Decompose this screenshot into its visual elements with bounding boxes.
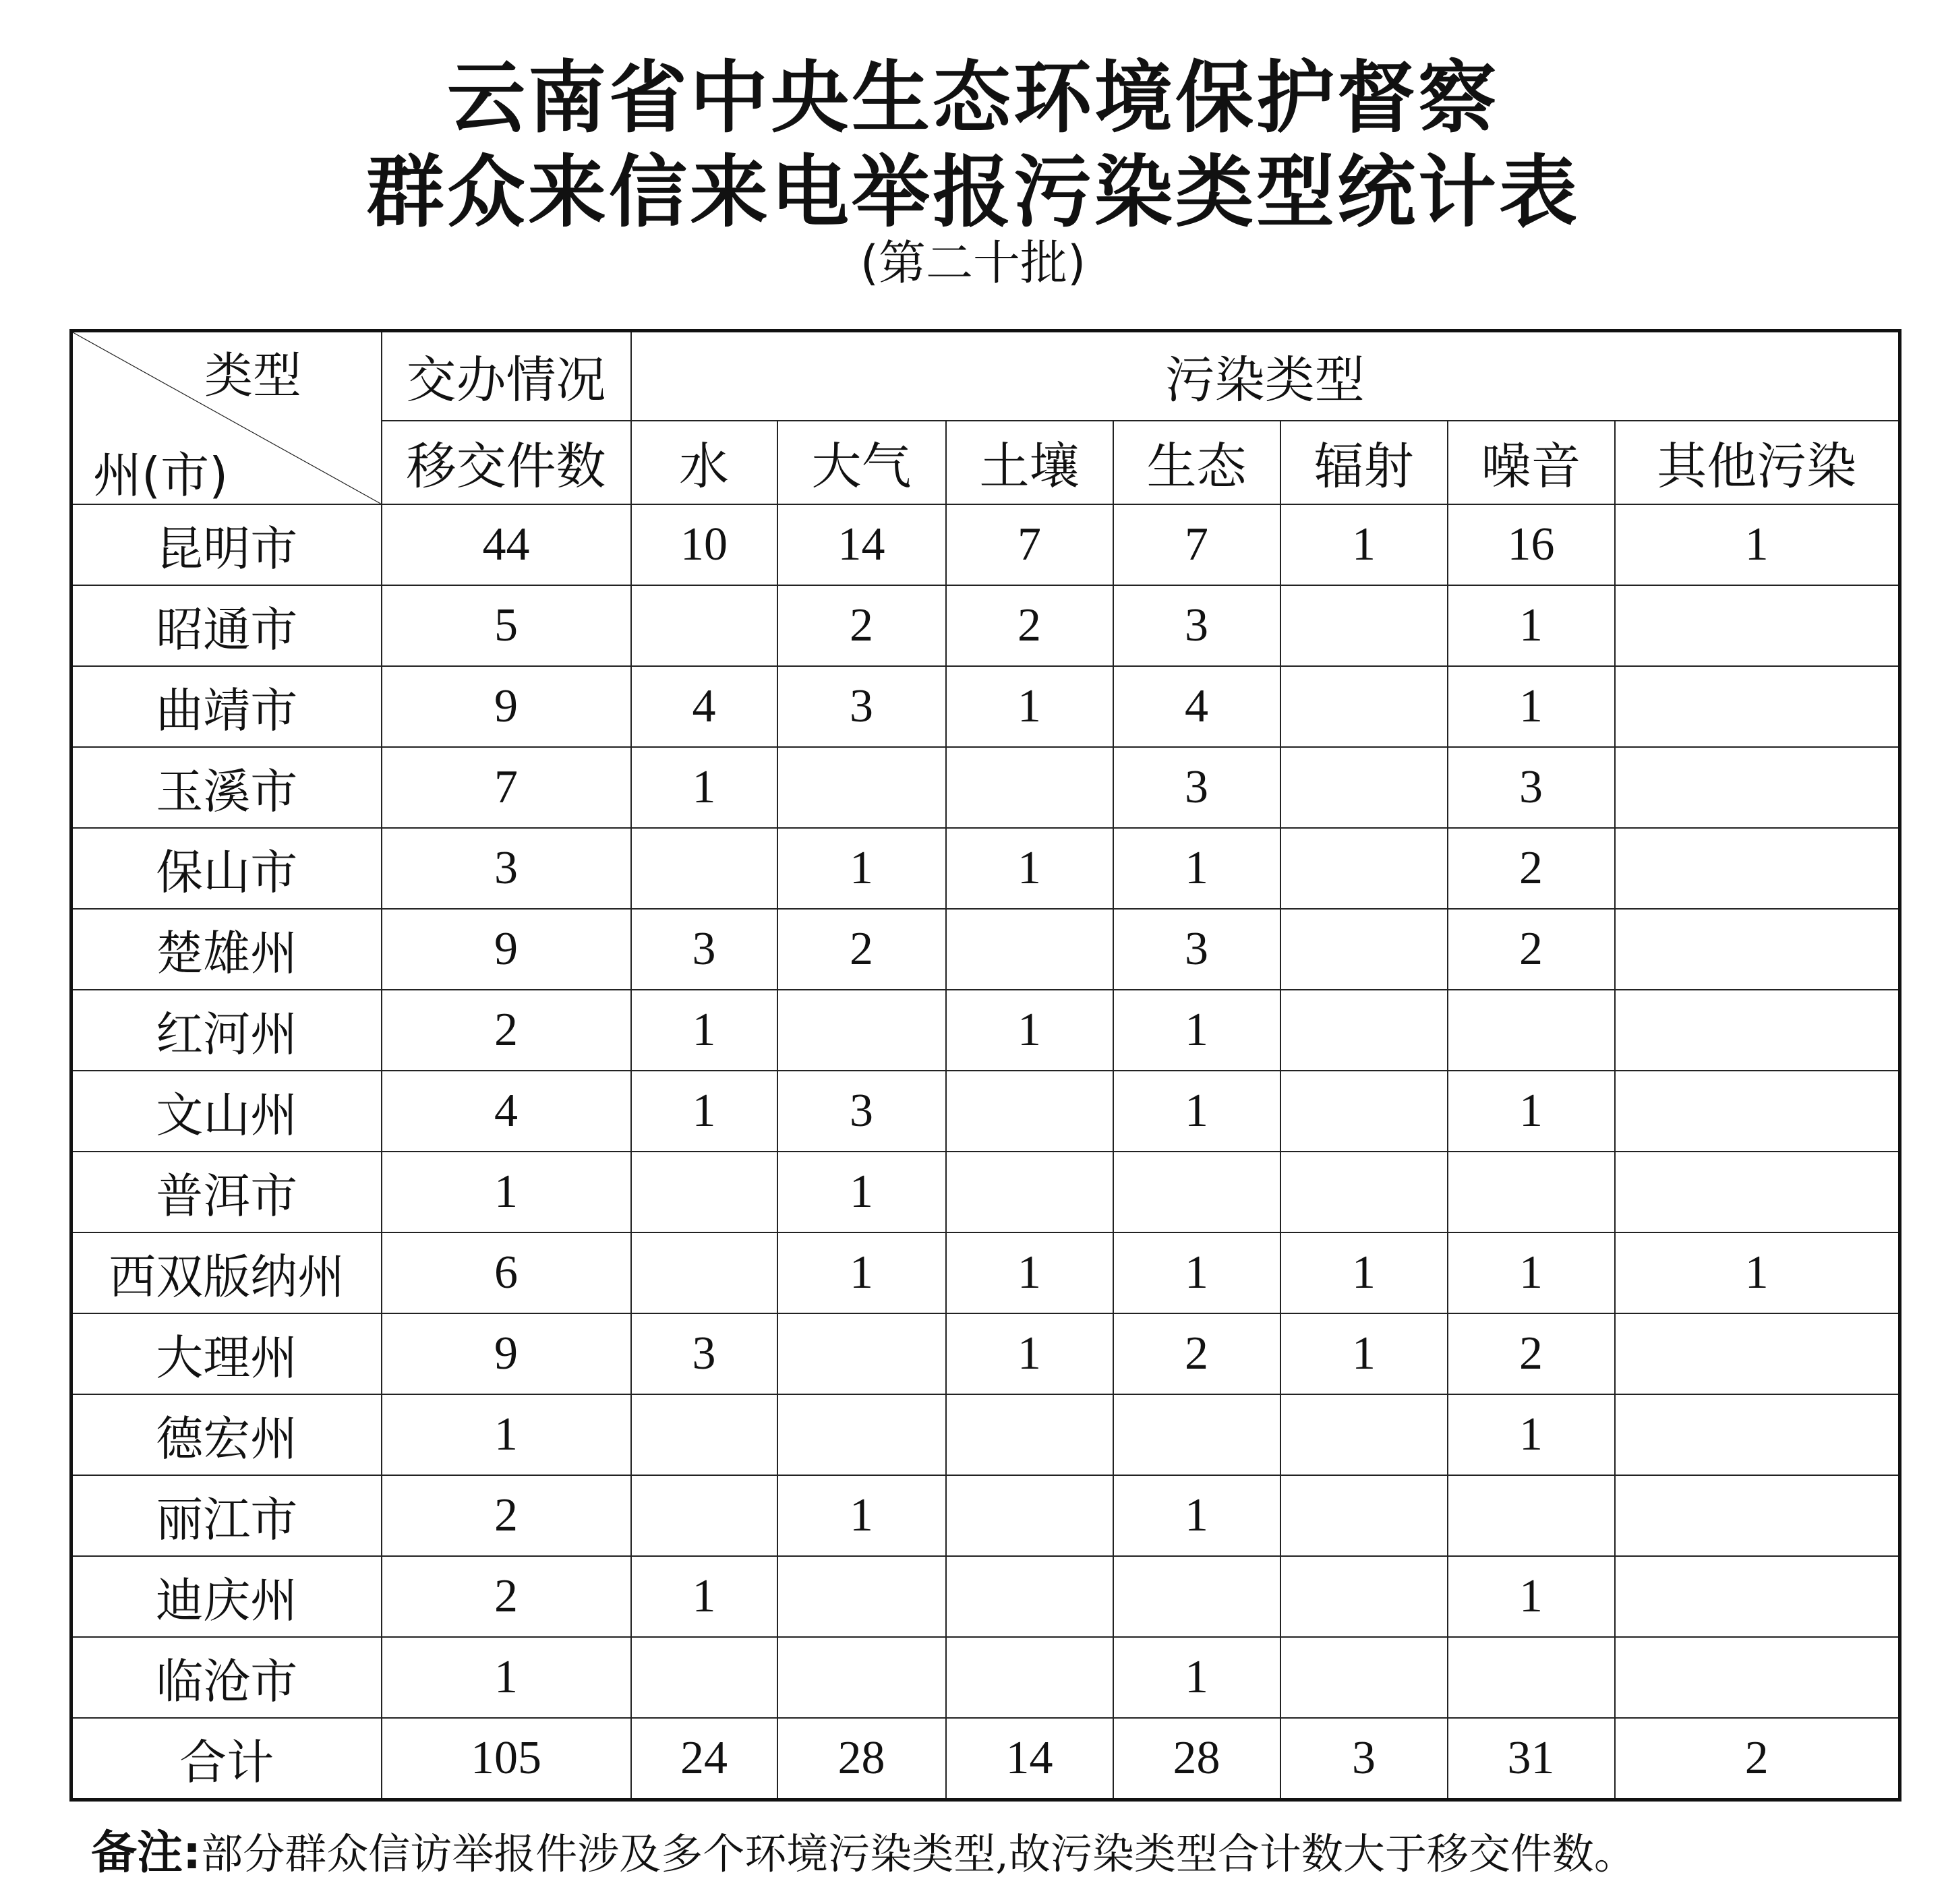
value-cell: 1	[631, 1556, 777, 1637]
region-name-cell: 丽江市	[71, 1475, 382, 1556]
footnote-label: 备注:	[91, 1826, 202, 1880]
value-cell: 1	[946, 1313, 1113, 1394]
corner-region-label: 州(市)	[93, 447, 229, 504]
value-cell: 1	[382, 1152, 631, 1232]
value-cell: 2	[777, 909, 946, 990]
column-header: 大气	[777, 421, 946, 504]
table-row	[71, 585, 1900, 666]
pollution-stats-table	[69, 329, 1901, 1802]
value-cell	[1448, 1475, 1615, 1556]
value-cell: 3	[1280, 1718, 1448, 1800]
value-cell	[631, 1475, 777, 1556]
value-cell	[946, 747, 1113, 828]
value-cell: 6	[382, 1232, 631, 1313]
value-cell	[946, 1071, 1113, 1152]
table-row	[71, 1152, 1900, 1232]
value-cell	[1280, 1637, 1448, 1718]
value-cell: 1	[1448, 1071, 1615, 1152]
value-cell: 3	[1448, 747, 1615, 828]
value-cell: 3	[1113, 909, 1280, 990]
value-cell: 2	[1448, 828, 1615, 909]
group-header-pollution: 污染类型	[631, 331, 1900, 421]
value-cell: 1	[946, 1232, 1113, 1313]
region-name-cell: 德宏州	[71, 1394, 382, 1475]
value-cell: 24	[631, 1718, 777, 1800]
value-cell	[946, 1475, 1113, 1556]
value-cell	[946, 1556, 1113, 1637]
region-name-cell: 玉溪市	[71, 747, 382, 828]
table-row	[71, 1556, 1900, 1637]
value-cell: 28	[777, 1718, 946, 1800]
value-cell	[1615, 585, 1900, 666]
value-cell: 3	[631, 909, 777, 990]
corner-type-label: 类型	[204, 347, 302, 404]
value-cell: 1	[382, 1637, 631, 1718]
value-cell: 9	[382, 666, 631, 747]
value-cell	[1615, 1556, 1900, 1637]
footnote-text: 部分群众信访举报件涉及多个环境污染类型,故污染类型合计数大于移交件数。	[201, 1829, 1636, 1878]
value-cell: 1	[1615, 1232, 1900, 1313]
value-cell: 1	[1448, 1394, 1615, 1475]
value-cell	[1280, 1556, 1448, 1637]
value-cell: 3	[777, 1071, 946, 1152]
value-cell: 1	[1113, 1071, 1280, 1152]
header-row-1	[71, 331, 1900, 421]
region-name-cell: 大理州	[71, 1313, 382, 1394]
value-cell	[777, 1394, 946, 1475]
value-cell	[631, 1152, 777, 1232]
value-cell: 14	[946, 1718, 1113, 1800]
value-cell	[631, 1394, 777, 1475]
value-cell	[631, 585, 777, 666]
value-cell	[1615, 1475, 1900, 1556]
value-cell	[1113, 1556, 1280, 1637]
value-cell: 7	[382, 747, 631, 828]
value-cell	[777, 747, 946, 828]
value-cell	[1615, 747, 1900, 828]
value-cell	[631, 1637, 777, 1718]
value-cell: 31	[1448, 1718, 1615, 1800]
value-cell	[1280, 1071, 1448, 1152]
value-cell: 2	[382, 990, 631, 1071]
value-cell	[1448, 990, 1615, 1071]
region-name-cell: 保山市	[71, 828, 382, 909]
value-cell: 4	[631, 666, 777, 747]
region-name-cell: 昆明市	[71, 504, 382, 585]
value-cell	[631, 1232, 777, 1313]
value-cell: 1	[382, 1394, 631, 1475]
value-cell: 1	[1113, 1475, 1280, 1556]
value-cell	[1280, 666, 1448, 747]
value-cell	[777, 1556, 946, 1637]
column-header: 生态	[1113, 421, 1280, 504]
value-cell: 1	[1280, 1313, 1448, 1394]
table-row	[71, 1232, 1900, 1313]
value-cell: 1	[777, 1475, 946, 1556]
table-row	[71, 1071, 1900, 1152]
value-cell: 14	[777, 504, 946, 585]
value-cell	[1615, 909, 1900, 990]
value-cell	[1448, 1637, 1615, 1718]
group-header-handover: 交办情况	[382, 331, 631, 421]
value-cell: 1	[1448, 1556, 1615, 1637]
table-row	[71, 990, 1900, 1071]
value-cell	[1615, 1071, 1900, 1152]
value-cell: 1	[777, 1232, 946, 1313]
value-cell: 3	[382, 828, 631, 909]
value-cell: 1	[946, 990, 1113, 1071]
table-row	[71, 828, 1900, 909]
value-cell	[946, 1394, 1113, 1475]
value-cell: 2	[382, 1556, 631, 1637]
value-cell: 2	[777, 585, 946, 666]
value-cell	[1615, 990, 1900, 1071]
value-cell: 3	[777, 666, 946, 747]
column-header: 辐射	[1280, 421, 1448, 504]
value-cell: 1	[1280, 504, 1448, 585]
value-cell	[1113, 1152, 1280, 1232]
value-cell: 9	[382, 1313, 631, 1394]
value-cell	[946, 1637, 1113, 1718]
value-cell	[1448, 1152, 1615, 1232]
value-cell: 2	[1448, 1313, 1615, 1394]
region-name-cell: 楚雄州	[71, 909, 382, 990]
value-cell: 1	[946, 666, 1113, 747]
value-cell: 1	[631, 747, 777, 828]
value-cell: 10	[631, 504, 777, 585]
footnote	[91, 1826, 1636, 1880]
region-name-cell: 文山州	[71, 1071, 382, 1152]
value-cell	[1280, 990, 1448, 1071]
value-cell: 1	[1448, 1232, 1615, 1313]
value-cell: 1	[1113, 1637, 1280, 1718]
table-row	[71, 747, 1900, 828]
column-header: 其他污染	[1615, 421, 1900, 504]
value-cell: 16	[1448, 504, 1615, 585]
value-cell: 1	[1280, 1232, 1448, 1313]
value-cell	[1280, 585, 1448, 666]
value-cell: 5	[382, 585, 631, 666]
table-row	[71, 1637, 1900, 1718]
value-cell	[777, 990, 946, 1071]
value-cell	[1280, 1152, 1448, 1232]
table-row	[71, 1475, 1900, 1556]
value-cell: 1	[1113, 1232, 1280, 1313]
value-cell: 9	[382, 909, 631, 990]
column-header: 土壤	[946, 421, 1113, 504]
region-name-cell: 曲靖市	[71, 666, 382, 747]
region-name-cell: 昭通市	[71, 585, 382, 666]
value-cell: 2	[946, 585, 1113, 666]
table-row	[71, 909, 1900, 990]
value-cell	[1615, 1394, 1900, 1475]
value-cell: 1	[631, 1071, 777, 1152]
region-name-cell: 红河州	[71, 990, 382, 1071]
value-cell	[631, 828, 777, 909]
region-name-cell: 合计	[71, 1718, 382, 1800]
value-cell	[1615, 666, 1900, 747]
value-cell	[1615, 1637, 1900, 1718]
value-cell: 105	[382, 1718, 631, 1800]
total-row	[71, 1718, 1900, 1800]
region-name-cell: 西双版纳州	[71, 1232, 382, 1313]
value-cell	[1280, 747, 1448, 828]
value-cell: 1	[1113, 990, 1280, 1071]
diagonal-corner-cell	[71, 331, 382, 505]
value-cell: 4	[382, 1071, 631, 1152]
subtitle: (第二十批)	[860, 235, 1086, 291]
column-header: 水	[631, 421, 777, 504]
value-cell	[1280, 909, 1448, 990]
value-cell	[777, 1313, 946, 1394]
value-cell	[1615, 828, 1900, 909]
title-line-2: 群众来信来电举报污染类型统计表	[366, 147, 1580, 238]
value-cell: 1	[631, 990, 777, 1071]
value-cell	[1280, 828, 1448, 909]
value-cell	[946, 909, 1113, 990]
value-cell: 3	[1113, 747, 1280, 828]
value-cell: 1	[777, 1152, 946, 1232]
value-cell: 2	[1448, 909, 1615, 990]
value-cell: 7	[946, 504, 1113, 585]
value-cell	[1280, 1394, 1448, 1475]
value-cell	[777, 1637, 946, 1718]
region-name-cell: 迪庆州	[71, 1556, 382, 1637]
value-cell: 1	[1615, 504, 1900, 585]
value-cell	[1280, 1475, 1448, 1556]
table-row	[71, 1313, 1900, 1394]
value-cell: 1	[1113, 828, 1280, 909]
value-cell	[946, 1152, 1113, 1232]
value-cell	[1615, 1152, 1900, 1232]
region-name-cell: 普洱市	[71, 1152, 382, 1232]
table-row	[71, 1394, 1900, 1475]
table-row	[71, 504, 1900, 585]
value-cell: 1	[1448, 585, 1615, 666]
value-cell: 1	[946, 828, 1113, 909]
value-cell: 2	[1113, 1313, 1280, 1394]
value-cell: 28	[1113, 1718, 1280, 1800]
value-cell: 7	[1113, 504, 1280, 585]
value-cell	[1615, 1313, 1900, 1394]
value-cell: 1	[1448, 666, 1615, 747]
title-line-1: 云南省中央生态环境保护督察	[447, 53, 1499, 144]
value-cell: 2	[1615, 1718, 1900, 1800]
value-cell: 4	[1113, 666, 1280, 747]
value-cell: 44	[382, 504, 631, 585]
value-cell: 3	[631, 1313, 777, 1394]
region-name-cell: 临沧市	[71, 1637, 382, 1718]
table-row	[71, 666, 1900, 747]
value-cell	[1113, 1394, 1280, 1475]
value-cell: 3	[1113, 585, 1280, 666]
column-header: 移交件数	[382, 421, 631, 504]
column-header: 噪音	[1448, 421, 1615, 504]
value-cell: 2	[382, 1475, 631, 1556]
value-cell: 1	[777, 828, 946, 909]
